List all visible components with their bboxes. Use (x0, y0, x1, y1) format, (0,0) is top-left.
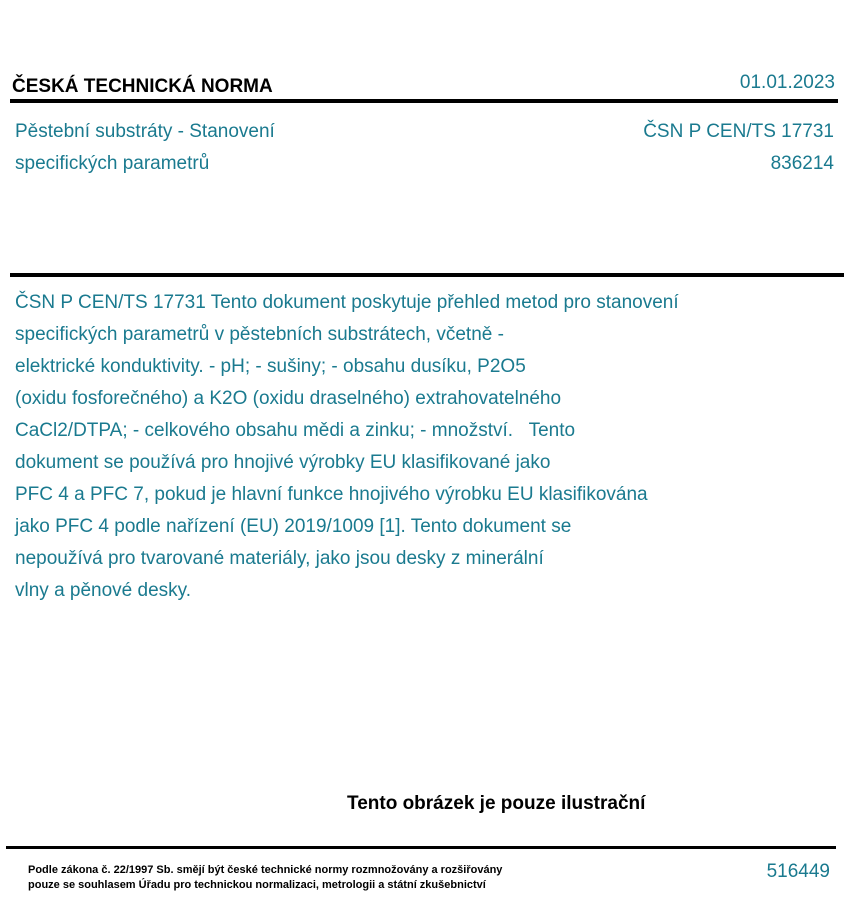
issue-date: 01.01.2023 (739, 72, 835, 93)
abstract-line: specifických parametrů v pěstebních substrátech, včetně - (15, 324, 504, 345)
standard-code: ČSN P CEN/TS 17731 (643, 121, 834, 142)
abstract-line: PFC 4 a PFC 7, pokud je hlavní funkce hnojivého výrobku EU klasifikována (15, 484, 648, 505)
abstract-line: dokument se používá pro hnojivé výrobky EU klasifikované jako (15, 452, 551, 473)
illustration-note: Tento obrázek je pouze ilustrační (347, 793, 646, 814)
subject-line: Pěstební substráty - Stanovení (15, 121, 275, 142)
standard-subject (15, 116, 415, 180)
abstract-line: elektrické konduktivity. - pH; - sušiny; - obsahu dusíku, P2O5 (15, 356, 526, 377)
standard-codes (643, 116, 834, 180)
abstract-line: jako PFC 4 podle nařízení (EU) 2019/1009 [1]. Tento dokument se (15, 516, 572, 537)
abstract-line: CaCl2/DTPA; - celkového obsahu mědi a zinku; - množství. Tento (15, 420, 576, 441)
document-number: 516449 (766, 861, 830, 882)
section-divider (10, 273, 844, 277)
subject-line: specifických parametrů (15, 153, 210, 174)
abstract-line: nepoužívá pro tvarované materiály, jako jsou desky z minerální (15, 548, 544, 569)
header-divider (10, 99, 838, 103)
abstract-line: (oxidu fosforečného) a K2O (oxidu draselného) extrahovatelného (15, 388, 562, 409)
legal-line: pouze se souhlasem Úřadu pro technickou normalizaci, metrologii a státní zkušebnictví (28, 879, 486, 891)
abstract-line: ČSN P CEN/TS 17731 Tento dokument poskytuje přehled metod pro stanovení (15, 292, 679, 313)
page-title: ČESKÁ TECHNICKÁ NORMA (12, 76, 273, 97)
class-number: 836214 (770, 153, 834, 174)
footer-divider (6, 846, 836, 849)
abstract-line: vlny a pěnové desky. (15, 580, 192, 601)
abstract (15, 287, 805, 607)
legal-notice (28, 863, 502, 893)
legal-line: Podle zákona č. 22/1997 Sb. smějí být české technické normy rozmnožovány a rozšiřovány (28, 864, 503, 876)
